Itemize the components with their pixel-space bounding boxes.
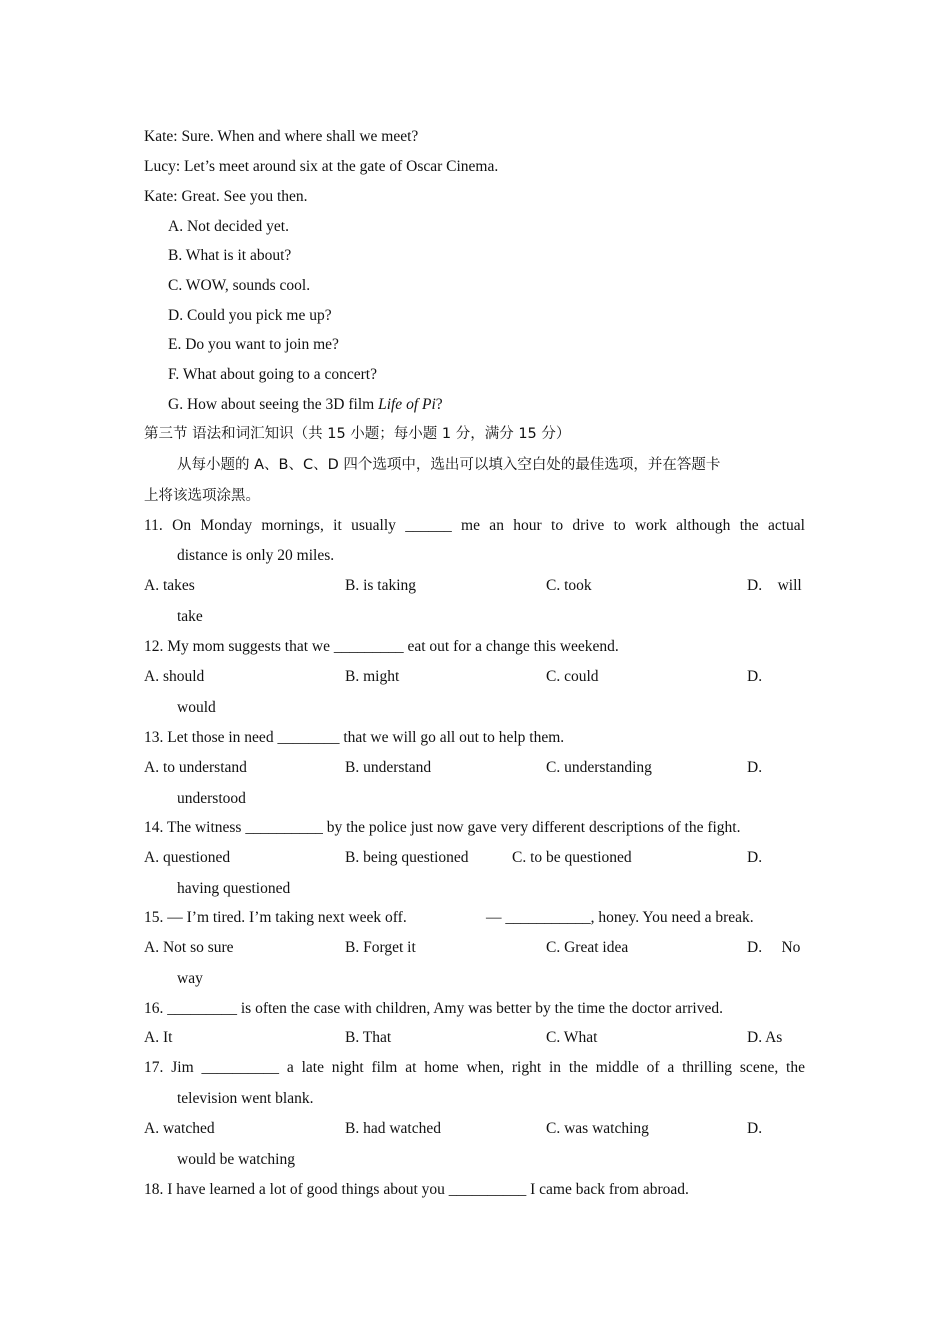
section-title: 第三节 语法和词汇知识（共 15 小题；每小题 1 分，满分 15 分） <box>144 426 571 442</box>
choice-a: A. watched <box>144 1120 215 1137</box>
choice-a: A. It <box>144 1029 173 1046</box>
question-reply: — ___________, honey. You need a break. <box>486 909 754 926</box>
choice-a: A. takes <box>144 577 195 594</box>
choice-d-cont: take <box>177 608 203 625</box>
choice-d-cont: would be watching <box>177 1151 295 1168</box>
question-stem: 15. — I’m tired. I’m taking next week off. <box>144 909 407 926</box>
question-stem: 18. I have learned a lot of good things about you __________ I came back from abroad. <box>144 1181 689 1198</box>
question-stem: 16. _________ is often the case with children, Amy was better by the time the doctor arrived. <box>144 1000 723 1017</box>
option-item: B. What is it about? <box>168 247 292 264</box>
option-item: C. WOW, sounds cool. <box>168 277 311 294</box>
question-stem: 11. On Monday mornings, it usually ______ me an hour to drive to work although the actual <box>144 517 805 534</box>
option-item: D. Could you pick me up? <box>168 307 332 324</box>
dialogue-line: Kate: Sure. When and where shall we meet? <box>144 128 419 145</box>
option-g-text: G. How about seeing the 3D film <box>168 396 379 413</box>
choice-c: C. could <box>546 668 599 685</box>
dialogue-line: Kate: Great. See you then. <box>144 188 308 205</box>
option-g-end: ? <box>435 396 443 413</box>
choice-c: C. was watching <box>546 1120 649 1137</box>
question-stem: 13. Let those in need ________ that we will go all out to help them. <box>144 729 565 746</box>
choice-d: D. <box>747 1120 763 1137</box>
question-stem-cont: television went blank. <box>177 1090 314 1107</box>
choice-a: A. Not so sure <box>144 939 234 956</box>
question-stem: 14. The witness __________ by the police just now gave very different descriptions of the fight. <box>144 819 741 836</box>
choice-d-cont: way <box>177 970 203 987</box>
choice-d-cont: would <box>177 699 216 716</box>
choice-d: D. <box>747 668 763 685</box>
choice-d: D. As <box>747 1029 783 1046</box>
section-instruction: 从每小题的 A、B、C、D 四个选项中，选出可以填入空白处的最佳选项，并在答题卡 <box>177 457 721 473</box>
option-item: E. Do you want to join me? <box>168 336 339 353</box>
choice-b: B. is taking <box>345 577 417 594</box>
choice-d-cont: having questioned <box>177 880 291 897</box>
choice-a: A. should <box>144 668 205 685</box>
choice-d: D. <box>747 759 763 776</box>
choice-c: C. to be questioned <box>512 849 632 866</box>
film-title: Life of Pi <box>378 396 436 413</box>
choice-b: B. understand <box>345 759 432 776</box>
choice-d: D. <box>747 849 763 866</box>
choice-c: C. Great idea <box>546 939 629 956</box>
option-item: F. What about going to a concert? <box>168 366 377 383</box>
choice-b: B. That <box>345 1029 392 1046</box>
section-instruction-cont: 上将该选项涂黑。 <box>144 488 260 504</box>
choice-d: D. will <box>747 577 802 594</box>
choice-a: A. to understand <box>144 759 247 776</box>
option-item-g <box>168 395 443 415</box>
choice-a: A. questioned <box>144 849 231 866</box>
choice-c: C. took <box>546 577 592 594</box>
choice-d-cont: understood <box>177 790 246 807</box>
choice-b: B. might <box>345 668 400 685</box>
dialogue-line: Lucy: Let’s meet around six at the gate of Oscar Cinema. <box>144 158 499 175</box>
choice-d: D. No <box>747 939 801 956</box>
option-item: A. Not decided yet. <box>168 218 289 235</box>
question-stem: 12. My mom suggests that we _________ eat out for a change this weekend. <box>144 638 619 655</box>
choice-b: B. being questioned <box>345 849 469 866</box>
question-stem-cont: distance is only 20 miles. <box>177 547 335 564</box>
choice-b: B. had watched <box>345 1120 441 1137</box>
choice-c: C. What <box>546 1029 598 1046</box>
question-stem: 17. Jim __________ a late night film at home when, right in the middle of a thrilling scene, the <box>144 1059 805 1076</box>
choice-b: B. Forget it <box>345 939 416 956</box>
choice-c: C. understanding <box>546 759 652 776</box>
